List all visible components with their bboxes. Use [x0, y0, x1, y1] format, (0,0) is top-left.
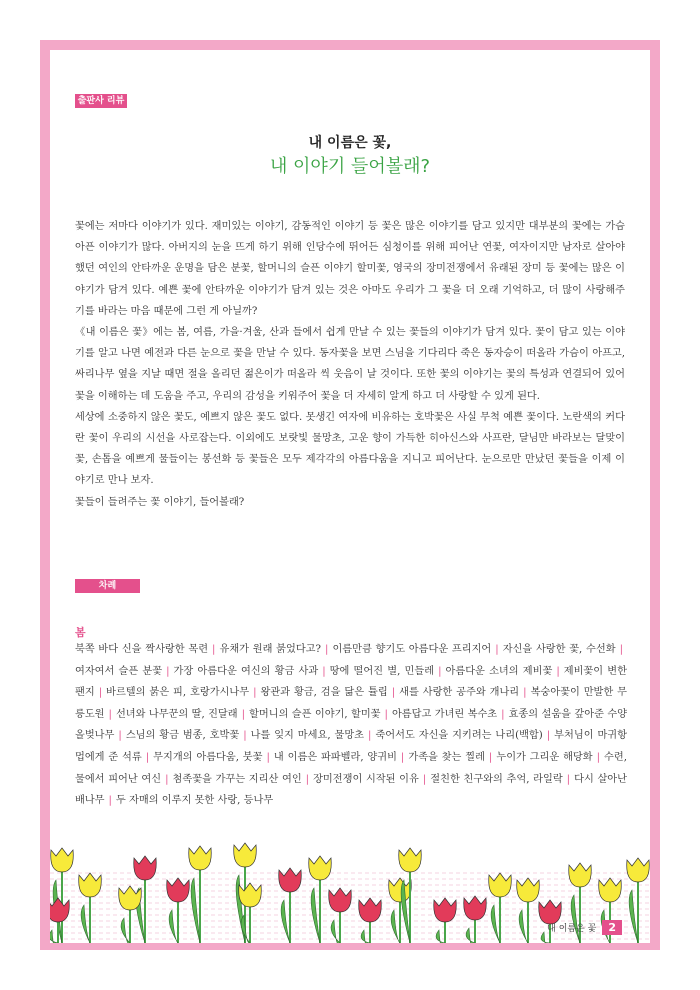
toc-item: 다시 살아난 배나무 — [75, 773, 627, 807]
toc-item: 바르텔의 붉은 피, 호랑가시나무 — [106, 687, 250, 699]
toc-item: 누이가 그리운 해당화 — [496, 751, 593, 763]
toc-separator: | — [523, 687, 527, 699]
toc-item: 왕관과 황금, 검을 닮은 튤립 — [260, 687, 388, 699]
toc-separator: | — [212, 644, 216, 655]
toc-separator: | — [166, 665, 170, 677]
toc-separator: | — [566, 773, 571, 785]
toc-item: 죽어서도 자신을 지키려는 나리(백합) — [375, 730, 543, 742]
page-content — [50, 50, 650, 943]
toc-separator: | — [241, 708, 246, 720]
review-body — [75, 216, 625, 513]
toc-separator: | — [619, 644, 623, 655]
toc-item: 내 이름은 파파벨라, 양귀비 — [273, 751, 397, 763]
toc-item: 무지개의 아름다움, 붓꽃 — [153, 751, 263, 763]
page-footer — [547, 920, 622, 935]
toc-item: 효종의 설움을 갚아준 수양올벚나무 — [75, 708, 627, 742]
toc-separator: | — [266, 751, 270, 763]
footer-title: 내 이름은 꽃 — [547, 924, 597, 934]
toc-item: 스님의 황금 범종, 호박꽃 — [125, 730, 240, 742]
toc-separator: | — [325, 644, 329, 655]
toc-separator: | — [501, 708, 505, 720]
review-section-label: 출판사 리뷰 — [75, 94, 127, 108]
toc-item: 장미전쟁이 시작된 이유 — [313, 773, 419, 785]
toc-separator: | — [108, 795, 112, 807]
review-paragraph: 꽃들이 들려주는 꽃 이야기, 들어볼래? — [75, 496, 245, 508]
toc-separator: | — [384, 708, 388, 720]
toc-separator: | — [400, 751, 405, 763]
toc-separator: | — [243, 730, 247, 742]
title-line1: 내 이름은 꽃, — [308, 135, 392, 151]
season-heading: 봄 — [75, 626, 86, 639]
toc-separator: | — [495, 644, 499, 655]
toc-item: 두 자매의 이루지 못한 사랑, 등나무 — [115, 795, 274, 807]
toc-item: 제비꽃이 변한 팬지 — [75, 665, 627, 699]
toc-item: 아름답고 가녀린 복수초 — [391, 708, 498, 720]
toc-item: 북쪽 바다 신을 짝사랑한 목련 — [75, 644, 209, 655]
toc-separator: | — [556, 665, 560, 677]
toc-separator: | — [108, 708, 112, 720]
toc-separator: | — [305, 773, 310, 785]
toc-item: 여자여서 슬픈 분꽃 — [75, 665, 163, 677]
toc-separator: | — [391, 687, 396, 699]
review-paragraph: 세상에 소중하지 않은 꽃도, 예쁘지 않은 꽃도 없다. 못생긴 여자에 비유하는 호박꽃은 사실 무척 예쁜 꽃이다. 노란색의 커다란 꽃이 우리의 시선을 사로잡는다. 이외에도 보랏빛 물망초, 고운 향이 가득한 히아신스와 사프란, 달님만 바라보는 달맞이꽃, 손톱을 예쁘게 물들이는 봉선화 등 꽃들은 모두 제각각의 아름다움을 지니고 피어난다. 눈으로만 만났던 꽃들을 이제 이야기로 만나 보자. — [75, 411, 625, 487]
title-line2: 내 이야기 들어볼래? — [269, 156, 431, 177]
toc-item: 가족을 찾는 찔레 — [408, 751, 485, 763]
toc-item: 자신을 사랑한 꽃, 수선화 — [502, 644, 616, 655]
toc-item: 부처님이 마귀항멉에게 준 석류 — [75, 730, 627, 763]
toc-separator: | — [596, 751, 601, 763]
toc-item: 수련, 물에서 피어난 여신 — [75, 751, 627, 785]
toc-separator: | — [253, 687, 257, 699]
toc-separator: | — [546, 730, 551, 742]
toc-item: 절친한 친구와의 추억, 라일락 — [430, 773, 563, 785]
toc-item: 복숭아꽃이 만발한 무릉도원 — [75, 687, 628, 720]
toc-separator: | — [145, 751, 150, 763]
table-of-contents — [75, 639, 627, 812]
toc-item: 새를 사랑한 공주와 개나리 — [399, 687, 520, 699]
toc-item: 유채가 원래 붉었다고? — [219, 644, 321, 655]
review-paragraph: 《내 이름은 꽃》에는 봄, 여름, 가을·겨울, 산과 들에서 쉽게 만날 수 있는 꽃들의 이야기가 담겨 있다. 꽃이 담고 있는 이야기를 알고 나면 예전과 다른 눈으로 꽃을 만날 수 있다. 동자꽃을 보면 스님을 기다리다 죽은 동자승이 떠올라 가슴이 아프고, 싸리나무 옆을 지날 때면 절을 올리던 젊은이가 떠올라 씩 웃음이 날 것이다. 또한 꽃의 이야기는 꽃의 특성과 연결되어 있어 꽃을 이해하는 데 도움을 주고, 우리의 감성을 키워주어 꽃을 더 자세히 알게 하고 더 사랑할 수 있게 된다. — [75, 327, 625, 402]
toc-item: 아름다운 소녀의 제비꽃 — [445, 665, 553, 677]
review-paragraph: 꽃에는 저마다 이야기가 있다. 재미있는 이야기, 감동적인 이야기 등 꽃은 많은 이야기를 담고 있지만 대부분의 꽃에는 가슴 아픈 이야기가 많다. 아버지의 눈을 뜨게 하기 위해 인당수에 뛰어든 심청이를 위해 피어난 연꽃, 여자이지만 남자로 살아야 했던 여인의 안타까운 운명을 담은 분꽃, 할머니의 슬픈 이야기 할미꽃, 영국의 장미전쟁에서 유래된 장미 등 꽃에는 많은 이야기가 담겨 있다. 예쁜 꽃에 안타까운 이야기가 담겨 있는 것은 아마도 우리가 그 꽃을 더 오래 기억하고, 더 많이 사랑해주기를 바라는 마음 때문에 그런 게 아닐까? — [75, 221, 625, 317]
page-number: 2 — [602, 920, 622, 935]
toc-separator: | — [438, 665, 442, 677]
toc-separator: | — [488, 751, 493, 763]
toc-separator: | — [368, 730, 372, 742]
toc-item: 이름만큼 향기도 아름다운 프리지어 — [332, 644, 492, 655]
toc-separator: | — [118, 730, 122, 742]
toc-item: 나를 잊지 마세요, 물망초 — [250, 730, 364, 742]
toc-item: 첨족꽃을 가꾸는 지리산 여인 — [172, 773, 302, 785]
toc-section-label: 차례 — [75, 579, 140, 593]
toc-item: 땅에 떨어진 별, 민들레 — [329, 665, 435, 677]
toc-separator: | — [422, 773, 427, 785]
toc-separator: | — [98, 687, 103, 699]
toc-item: 선녀와 나무꾼의 딸, 진달래 — [115, 708, 238, 720]
toc-item: 가장 아름다운 여신의 황금 사과 — [173, 665, 319, 677]
toc-item: 할머니의 슬픈 이야기, 할미꽃 — [249, 708, 381, 720]
toc-separator: | — [322, 665, 326, 677]
toc-separator: | — [165, 773, 169, 785]
